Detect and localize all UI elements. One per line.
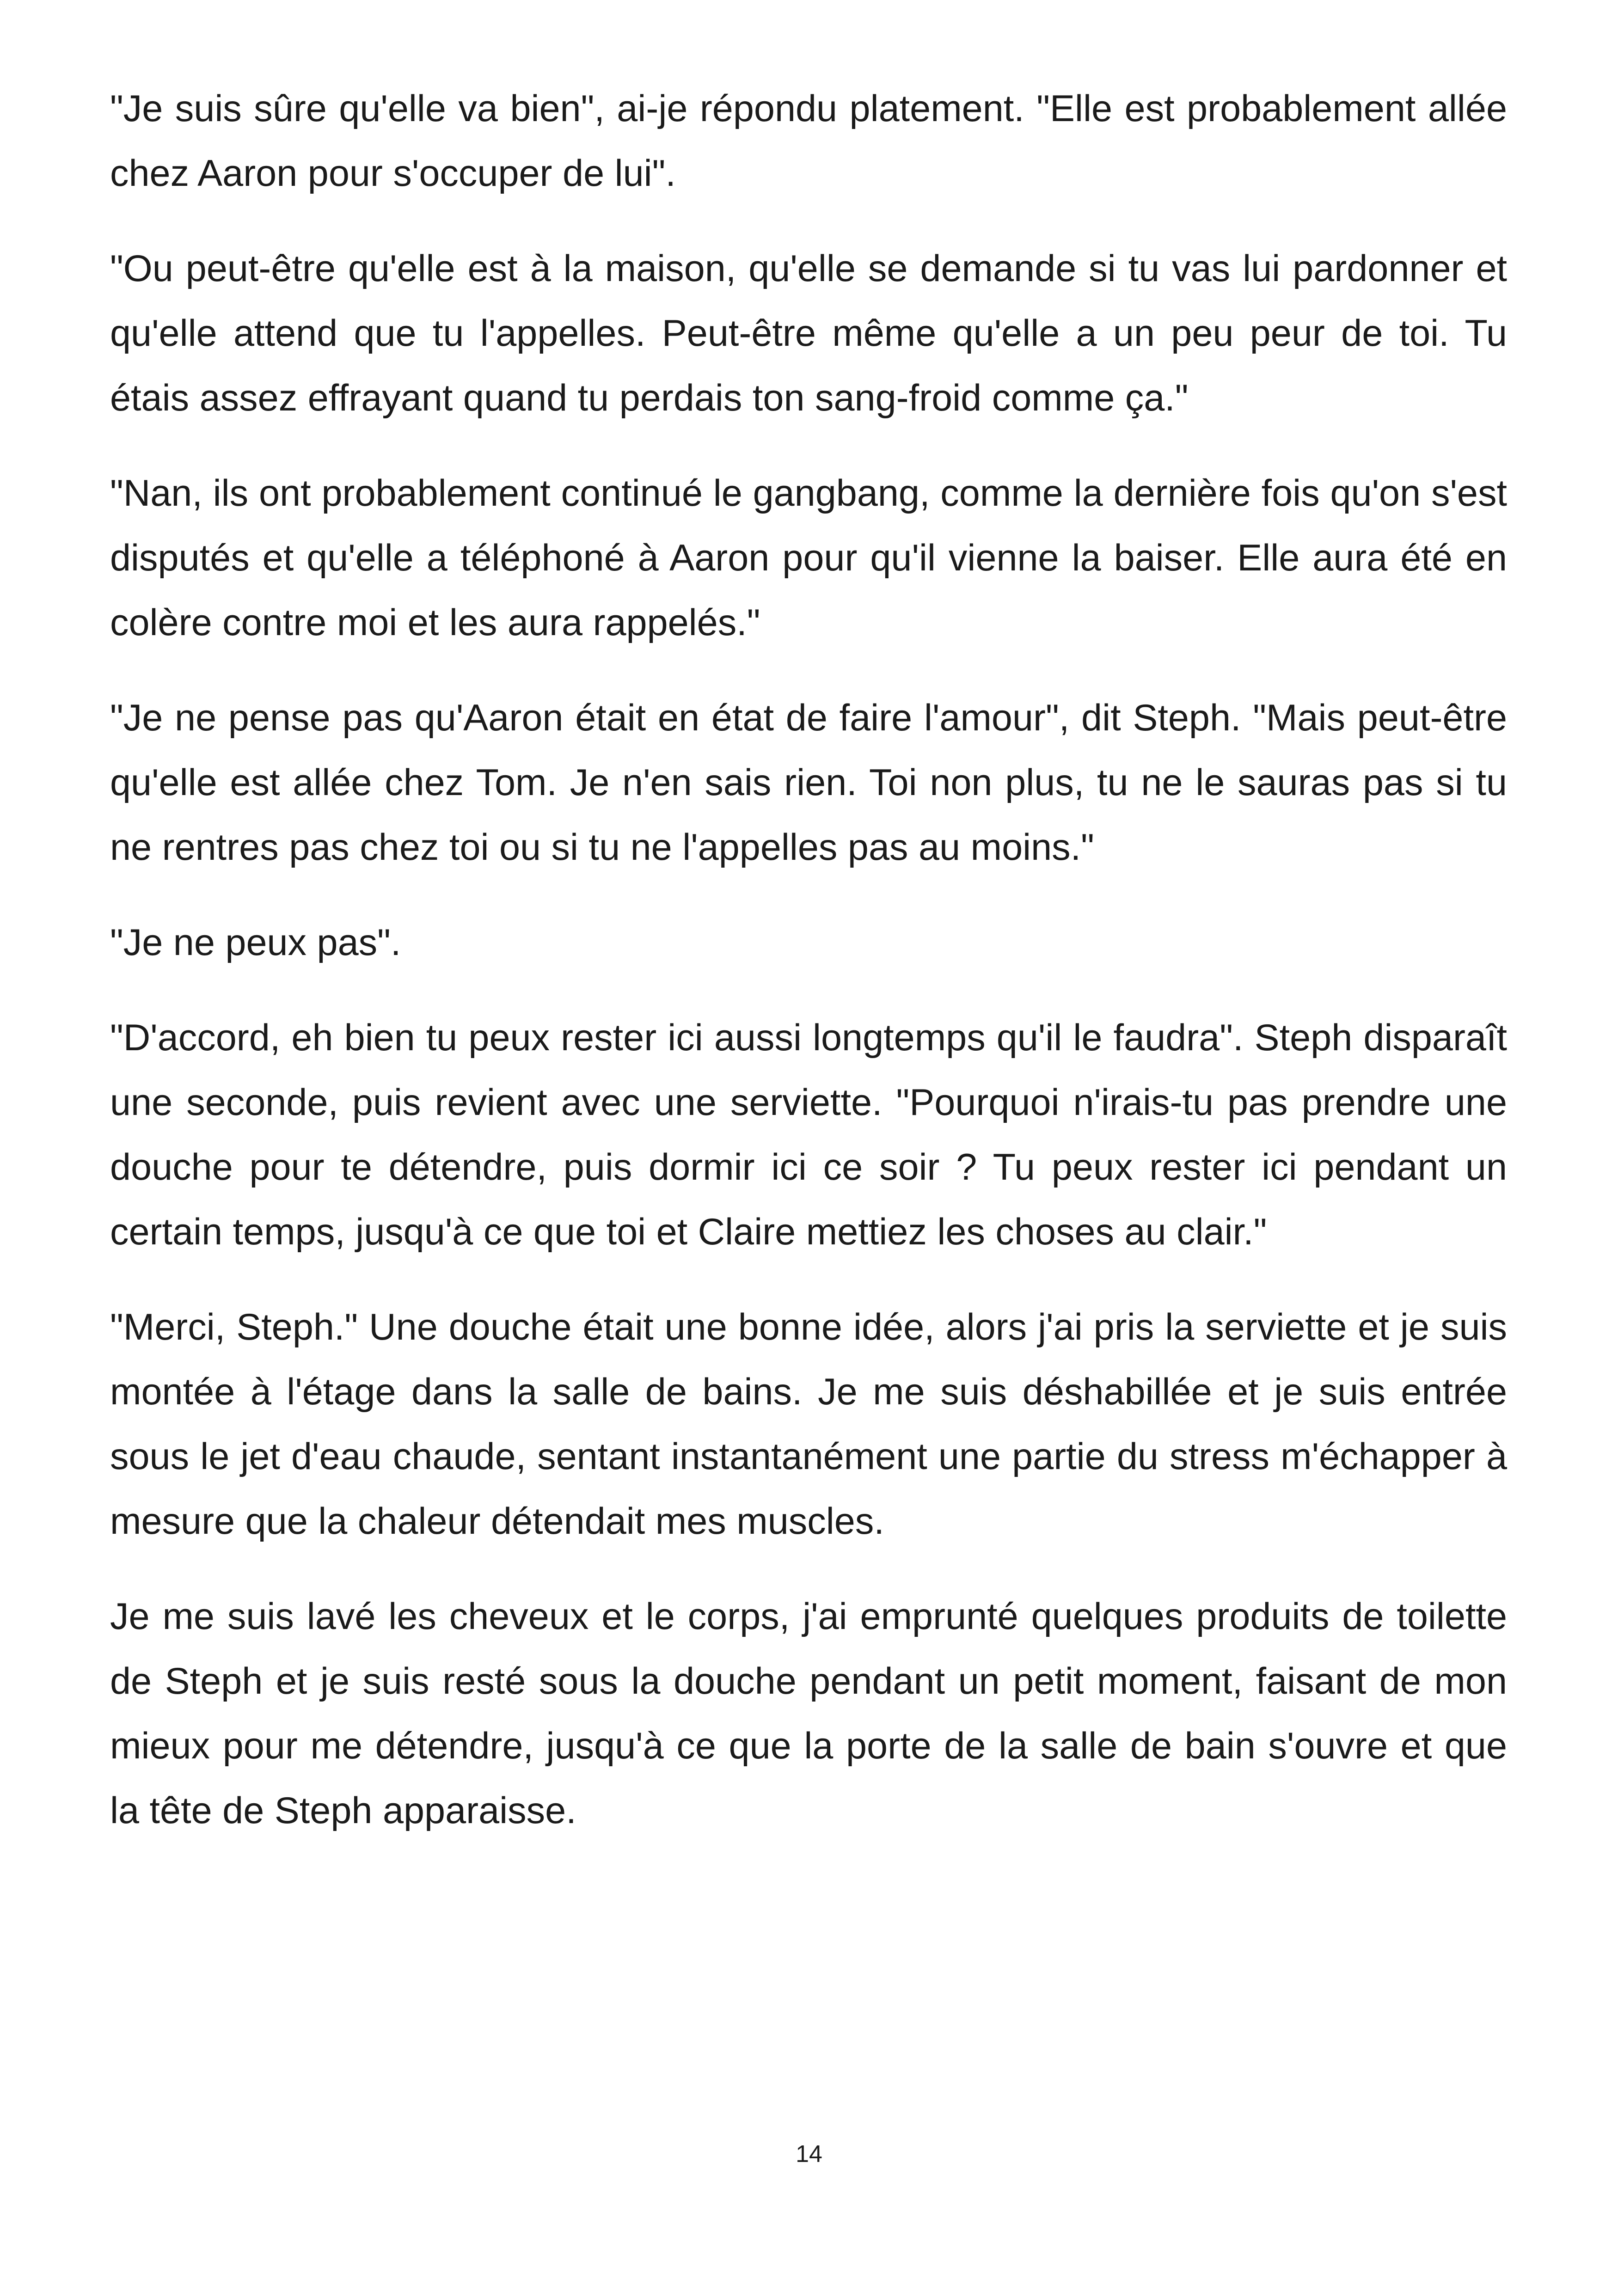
paragraph-7: "Merci, Steph." Une douche était une bonne idée, alors j'ai pris la serviette et je suis montée à l'étage dans la salle de bains. Je me suis déshabillée et je suis entrée sous le jet d'eau chaude, sentant instantanément une partie du stress m'échapper à mesure que la chaleur détendait mes muscles. bbox=[110, 1306, 1507, 1542]
paragraph-1: "Je suis sûre qu'elle va bien", ai-je répondu platement. "Elle est probablement allée chez Aaron pour s'occuper de lui". bbox=[110, 88, 1507, 194]
paragraph-2: "Ou peut-être qu'elle est à la maison, qu'elle se demande si tu vas lui pardonner et qu'elle attend que tu l'appelles. Peut-être même qu'elle a un peu peur de toi. Tu étais assez effrayant quand tu perdais ton sang-froid comme ça." bbox=[110, 248, 1507, 419]
paragraph-8: Je me suis lavé les cheveux et le corps, j'ai emprunté quelques produits de toilette de Steph et je suis resté sous la douche pendant un petit moment, faisant de mon mieux pour me détendre, jusqu'à ce que la porte de la salle de bain s'ouvre et que la tête de Steph apparaisse. bbox=[110, 1596, 1507, 1831]
page-number: 14 bbox=[796, 2141, 822, 2167]
paragraph-6: "D'accord, eh bien tu peux rester ici aussi longtemps qu'il le faudra". Steph disparaît une seconde, puis revient avec une serviette. "Pourquoi n'irais-tu pas prendre une douche pour te détendre, puis dormir ici ce soir ? Tu peux rester ici pendant un certain temps, jusqu'à ce que toi et Claire mettiez les choses au clair." bbox=[110, 1017, 1507, 1253]
body-text bbox=[110, 76, 1507, 1874]
paragraph-3: "Nan, ils ont probablement continué le gangbang, comme la dernière fois qu'on s'est disputés et qu'elle a téléphoné à Aaron pour qu'il vienne la baiser. Elle aura été en colère contre moi et les aura rappelés." bbox=[110, 472, 1507, 643]
paragraph-5: "Je ne peux pas". bbox=[110, 922, 401, 963]
paragraph-4: "Je ne pense pas qu'Aaron était en état de faire l'amour", dit Steph. "Mais peut-être qu'elle est allée chez Tom. Je n'en sais rien. Toi non plus, tu ne le sauras pas si tu ne rentres pas chez toi ou si tu ne l'appelles pas au moins." bbox=[110, 697, 1507, 868]
